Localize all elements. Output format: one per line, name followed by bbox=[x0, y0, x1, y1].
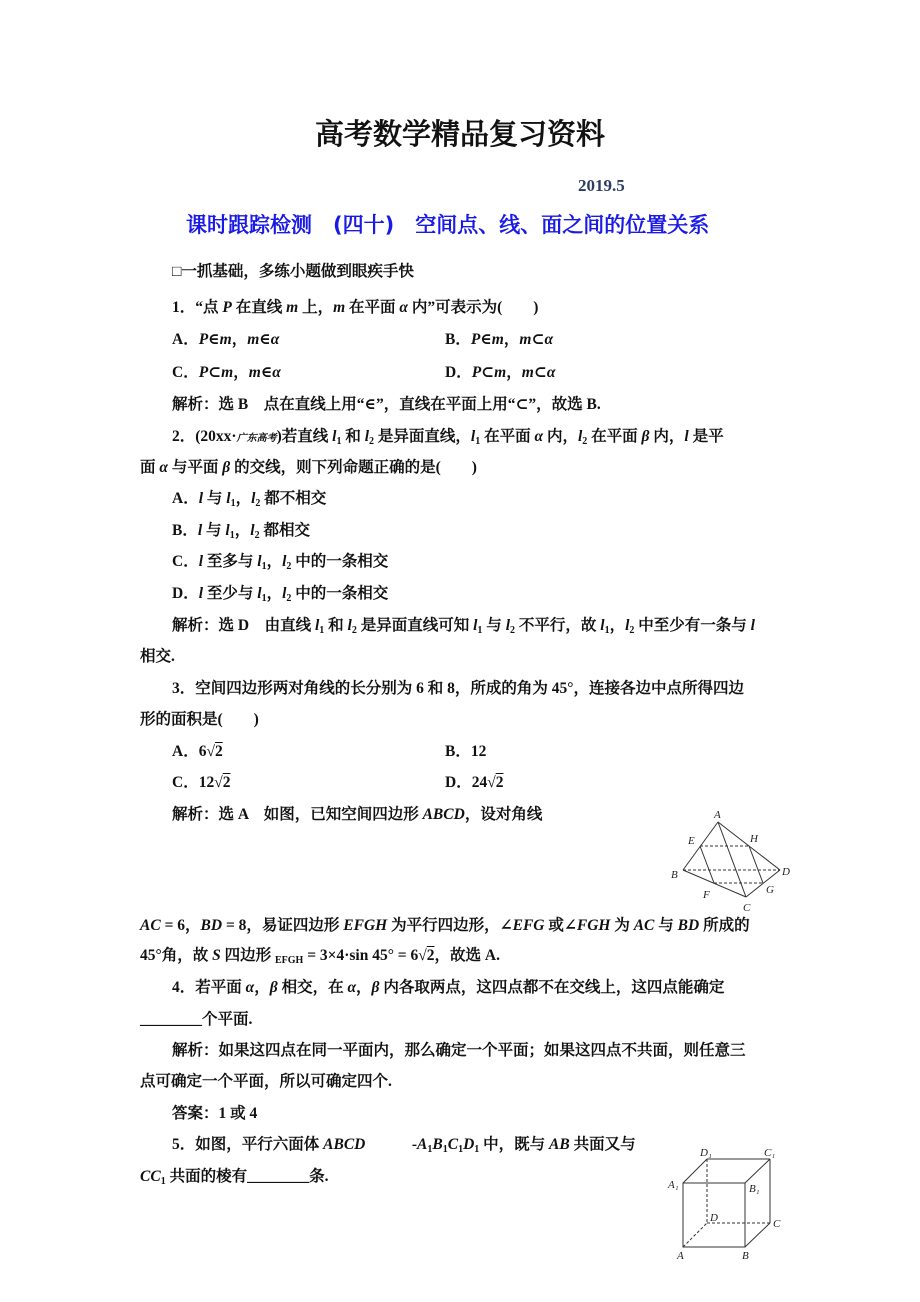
text-segment: 2．(20xx· bbox=[172, 428, 237, 445]
label-C: C bbox=[773, 1218, 781, 1230]
text-segment: A． bbox=[172, 490, 199, 507]
text-segment: 与 bbox=[654, 917, 678, 934]
text-segment: l bbox=[198, 553, 204, 570]
text-segment: A． bbox=[172, 331, 199, 348]
edge-B1C1 bbox=[745, 1159, 770, 1183]
text-segment: 都不相交 bbox=[260, 490, 327, 507]
text-segment: α bbox=[544, 331, 554, 348]
label-B1: B₁ bbox=[749, 1183, 760, 1195]
text-segment: l bbox=[600, 617, 605, 634]
text-segment: m bbox=[333, 299, 346, 316]
label-E: E bbox=[688, 835, 695, 847]
text-segment: 2 bbox=[351, 625, 357, 636]
text-segment: 面 bbox=[140, 459, 160, 476]
text-segment: C． bbox=[172, 364, 199, 381]
text-segment: 1 bbox=[261, 561, 267, 572]
text-segment: m bbox=[521, 364, 534, 381]
text-segment: 相交. bbox=[140, 648, 175, 665]
text-segment: D． bbox=[445, 364, 472, 381]
text-segment: 至多与 bbox=[203, 553, 258, 570]
text-segment: 在平面 bbox=[345, 299, 400, 316]
text-segment: B bbox=[432, 1136, 443, 1153]
text-segment: ABCD bbox=[323, 1136, 366, 1153]
text-segment: 上， bbox=[298, 299, 334, 316]
text-segment: ABCD bbox=[422, 806, 465, 823]
text-segment: m bbox=[248, 364, 261, 381]
text-segment: 解析：选 A 如图，已知空间四边形 bbox=[172, 806, 423, 823]
text-segment: P bbox=[198, 331, 209, 348]
text-segment: 1 bbox=[442, 1144, 448, 1155]
text-segment: ， bbox=[506, 364, 522, 381]
text-segment: l bbox=[251, 490, 256, 507]
document-date: 2019.5 bbox=[578, 176, 625, 195]
text-segment: 点可确定一个平面，所以可确定四个. bbox=[140, 1073, 392, 1090]
text-segment: m bbox=[219, 331, 232, 348]
text-segment: CC bbox=[140, 1168, 161, 1185]
text-segment: 1 bbox=[319, 625, 325, 636]
text-segment: α bbox=[399, 299, 408, 316]
document-title: 高考数学精品复习资料 bbox=[314, 119, 605, 151]
text-segment: 中，既与 bbox=[479, 1136, 550, 1153]
text-segment: 1 bbox=[458, 1144, 464, 1155]
text-segment: 2 bbox=[255, 498, 261, 509]
text-segment: l bbox=[282, 585, 287, 602]
text-segment: P bbox=[471, 364, 482, 381]
text-segment: ， bbox=[233, 364, 249, 381]
label-A1: A₁ bbox=[668, 1179, 679, 1191]
text-segment: α bbox=[546, 364, 556, 381]
text-segment: 内各取两点，这四点都不在交线上，这四点能确定 bbox=[379, 979, 725, 996]
label-B: B bbox=[742, 1250, 749, 1262]
text-segment: EFGH bbox=[274, 955, 304, 966]
text-segment: 中至少有一条与 bbox=[634, 617, 751, 634]
text-segment: 1 bbox=[604, 625, 610, 636]
edge-A1D1 bbox=[683, 1159, 707, 1183]
text-segment: l bbox=[257, 585, 262, 602]
text-segment: β bbox=[222, 459, 231, 476]
text-segment: AC bbox=[140, 917, 161, 934]
text-segment: C bbox=[447, 1136, 459, 1153]
section-heading: 课时跟踪检测 (四十) 空间点、线、面之间的位置关系 bbox=[186, 213, 710, 237]
text-segment: l bbox=[347, 617, 352, 634]
text-segment: 和 bbox=[341, 428, 365, 445]
text-segment: ⊂ bbox=[533, 364, 547, 381]
text-segment: β bbox=[641, 428, 650, 445]
text-segment: ， bbox=[254, 979, 270, 996]
text-segment: D． bbox=[172, 585, 199, 602]
text-segment: 的交线，则下列命题正确的是( ) bbox=[230, 459, 477, 476]
text-segment: 2 bbox=[495, 774, 504, 791]
text-segment: 1 bbox=[474, 1144, 480, 1155]
text-segment: ，故选 A. bbox=[434, 947, 500, 964]
text-segment: ，设对角线 bbox=[464, 806, 543, 823]
text-segment: 在直线 bbox=[231, 299, 287, 316]
text-segment: ∈ bbox=[480, 331, 492, 348]
text-segment: 2 bbox=[582, 436, 588, 447]
text-segment: 与平面 bbox=[167, 459, 223, 476]
text-segment: 2 bbox=[286, 593, 292, 604]
text-segment: α bbox=[347, 979, 357, 996]
text-segment: ________个平面. bbox=[140, 1011, 253, 1028]
text-segment: ， bbox=[503, 331, 520, 348]
label-A: A bbox=[714, 809, 721, 821]
text-segment: 1 bbox=[261, 593, 267, 604]
text-segment: 是平 bbox=[688, 428, 724, 445]
text-segment: 3．空间四边形两对角线的长分别为 6 和 8，所成的角为 45°，连接各边中点所得四边 bbox=[172, 680, 744, 697]
text-segment: A．6√ bbox=[172, 743, 215, 760]
text-segment: l bbox=[250, 522, 255, 539]
text-segment: B． bbox=[445, 331, 471, 348]
text-segment: 为 bbox=[610, 917, 634, 934]
text-segment: α bbox=[534, 428, 544, 445]
text-segment: BD bbox=[677, 917, 700, 934]
text-segment: ， bbox=[609, 617, 626, 634]
text-segment: l bbox=[364, 428, 370, 445]
text-segment: m bbox=[247, 331, 260, 348]
text-segment: 内， bbox=[543, 428, 578, 445]
text-segment: ， bbox=[234, 522, 251, 539]
text-segment: l bbox=[198, 490, 204, 507]
text-segment: ⊂ bbox=[531, 331, 545, 348]
text-segment: A bbox=[417, 1136, 428, 1153]
text-segment: 1 bbox=[229, 530, 235, 541]
text-segment: 5．如图，平行六面体 bbox=[172, 1136, 324, 1153]
label-B: B bbox=[671, 869, 678, 881]
text-segment: AC bbox=[633, 917, 655, 934]
edge-EF bbox=[700, 846, 714, 883]
label-G: G bbox=[766, 884, 774, 896]
text-segment: P bbox=[470, 331, 481, 348]
text-segment: EFG bbox=[512, 917, 545, 934]
text-segment: ∈ bbox=[208, 331, 220, 348]
text-segment: 内， bbox=[649, 428, 685, 445]
text-segment: □一抓基础，多练小题做到眼疾手快 bbox=[172, 263, 414, 280]
text-segment: β bbox=[371, 979, 380, 996]
text-segment: 1 bbox=[477, 625, 483, 636]
text-segment: FGH bbox=[576, 917, 611, 934]
text-segment: 共面又与 bbox=[569, 1136, 636, 1153]
text-segment: 2 bbox=[222, 774, 231, 791]
text-segment: )若直线 bbox=[276, 428, 333, 445]
text-segment: C． bbox=[172, 553, 199, 570]
text-segment: 1 bbox=[336, 436, 342, 447]
text-segment: 不平行，故 bbox=[515, 617, 601, 634]
edge-AD bbox=[683, 1223, 707, 1247]
text-segment: l bbox=[198, 585, 204, 602]
text-segment: C．12√ bbox=[172, 774, 223, 791]
text-segment: = 3×4·sin 45° = 6√ bbox=[303, 947, 427, 964]
text-segment: ⊂ bbox=[208, 364, 222, 381]
text-segment: α bbox=[270, 331, 280, 348]
text-segment: 1 bbox=[160, 1176, 166, 1187]
text-segment: l bbox=[197, 522, 203, 539]
text-segment: B．12 bbox=[445, 743, 487, 760]
text-segment: α bbox=[159, 459, 168, 476]
text-segment: m bbox=[491, 331, 504, 348]
label-D1: D₁ bbox=[700, 1147, 712, 1159]
text-segment: 内”可表示为( ) bbox=[407, 299, 539, 316]
text-segment: AB bbox=[549, 1136, 570, 1153]
label-A: A bbox=[677, 1250, 684, 1262]
text-segment: m bbox=[221, 364, 234, 381]
text-segment: ∈ bbox=[259, 331, 271, 348]
text-segment: 4．若平面 bbox=[172, 979, 246, 996]
label-C1: C₁ bbox=[764, 1147, 776, 1159]
text-segment: m bbox=[519, 331, 532, 348]
text-segment: l bbox=[505, 617, 510, 634]
text-segment: l bbox=[625, 617, 630, 634]
text-segment: P bbox=[198, 364, 209, 381]
text-segment: 所成的 bbox=[699, 917, 750, 934]
text-segment: 2 bbox=[286, 561, 292, 572]
text-segment: S bbox=[212, 947, 221, 964]
text-segment: P bbox=[222, 299, 232, 316]
text-segment: m bbox=[494, 364, 507, 381]
text-segment: l bbox=[750, 617, 755, 634]
label-D: D bbox=[710, 1212, 718, 1224]
edge-BC bbox=[745, 1223, 770, 1247]
text-segment: l bbox=[314, 617, 320, 634]
text-segment: = 6， bbox=[160, 917, 201, 934]
text-segment: 是异面直线， bbox=[374, 428, 471, 445]
text-segment: 形的面积是( ) bbox=[140, 711, 259, 728]
text-segment: 1 bbox=[230, 498, 236, 509]
text-segment: ⊂ bbox=[481, 364, 495, 381]
text-segment: l bbox=[684, 428, 689, 445]
text-segment: 2 bbox=[510, 625, 515, 636]
text-segment: 2 bbox=[214, 743, 223, 760]
text-segment: ， bbox=[231, 331, 248, 348]
text-segment: 答案：1 或 4 bbox=[172, 1105, 258, 1122]
text-segment: B． bbox=[172, 522, 198, 539]
text-segment: l bbox=[473, 617, 478, 634]
label-F: F bbox=[703, 889, 710, 901]
text-segment: 和 bbox=[324, 617, 348, 634]
text-segment: 广东高考 bbox=[236, 433, 277, 444]
text-segment: 中的一条相交 bbox=[291, 585, 389, 602]
text-segment: 解析：如果这四点在同一平面内，那么确定一个平面；如果这四点不共面，则任意三 bbox=[172, 1042, 746, 1059]
text-segment: 在平面 bbox=[587, 428, 642, 445]
text-segment: 2 bbox=[369, 436, 375, 447]
label-H: H bbox=[750, 833, 758, 845]
text-segment: m bbox=[286, 299, 299, 316]
text-segment: ， bbox=[266, 553, 283, 570]
text-segment: 为平行四边形，∠ bbox=[387, 917, 513, 934]
label-C: C bbox=[743, 902, 751, 914]
text-segment: α bbox=[245, 979, 255, 996]
text-segment: 1．“点 bbox=[172, 299, 223, 316]
text-segment: α bbox=[272, 364, 281, 381]
text-segment: BD bbox=[200, 917, 223, 934]
text-segment: D bbox=[463, 1136, 475, 1153]
text-segment: 2 bbox=[254, 530, 260, 541]
text-segment: 在平面 bbox=[480, 428, 535, 445]
text-segment: 45°角，故 bbox=[140, 947, 213, 964]
text-segment: 与 bbox=[202, 522, 226, 539]
text-segment: ， bbox=[266, 585, 283, 602]
text-segment: l bbox=[257, 553, 262, 570]
text-segment: 与 bbox=[203, 490, 227, 507]
text-segment: = 8，易证四边形 bbox=[222, 917, 344, 934]
text-segment: l bbox=[470, 428, 476, 445]
text-segment: l bbox=[225, 522, 230, 539]
text-segment: ∈ bbox=[260, 364, 273, 381]
text-segment: 与 bbox=[482, 617, 506, 634]
text-segment: 1 bbox=[475, 436, 481, 447]
text-segment: l bbox=[226, 490, 231, 507]
parallelepiped-figure bbox=[683, 1159, 770, 1247]
text-segment: 解析：选 B 点在直线上用“∈”，直线在平面上用“⊂”，故选 B. bbox=[172, 396, 601, 413]
text-segment: 是异面直线可知 bbox=[356, 617, 474, 634]
text-segment: 解析：选 D 由直线 bbox=[172, 617, 315, 634]
text-segment: ， bbox=[235, 490, 252, 507]
text-segment: D．24√ bbox=[445, 774, 496, 791]
text-segment: β bbox=[269, 979, 278, 996]
text-segment: - bbox=[365, 1136, 418, 1153]
text-segment: 2 bbox=[426, 947, 435, 964]
label-D: D bbox=[782, 866, 790, 878]
text-segment: 1 bbox=[427, 1144, 433, 1155]
text-segment: ， bbox=[356, 979, 372, 996]
text-segment: EFGH bbox=[343, 917, 388, 934]
text-segment: 或∠ bbox=[544, 917, 577, 934]
text-segment: 至少与 bbox=[203, 585, 258, 602]
text-segment: 相交，在 bbox=[277, 979, 348, 996]
text-segment: 四边形 bbox=[220, 947, 275, 964]
text-segment: 2 bbox=[629, 625, 635, 636]
text-segment: 共面的棱有________条. bbox=[165, 1168, 329, 1185]
text-segment: l bbox=[577, 428, 583, 445]
text-segment: l bbox=[282, 553, 287, 570]
text-segment: 中的一条相交 bbox=[291, 553, 389, 570]
text-segment: 都相交 bbox=[259, 522, 310, 539]
text-segment: l bbox=[332, 428, 337, 445]
